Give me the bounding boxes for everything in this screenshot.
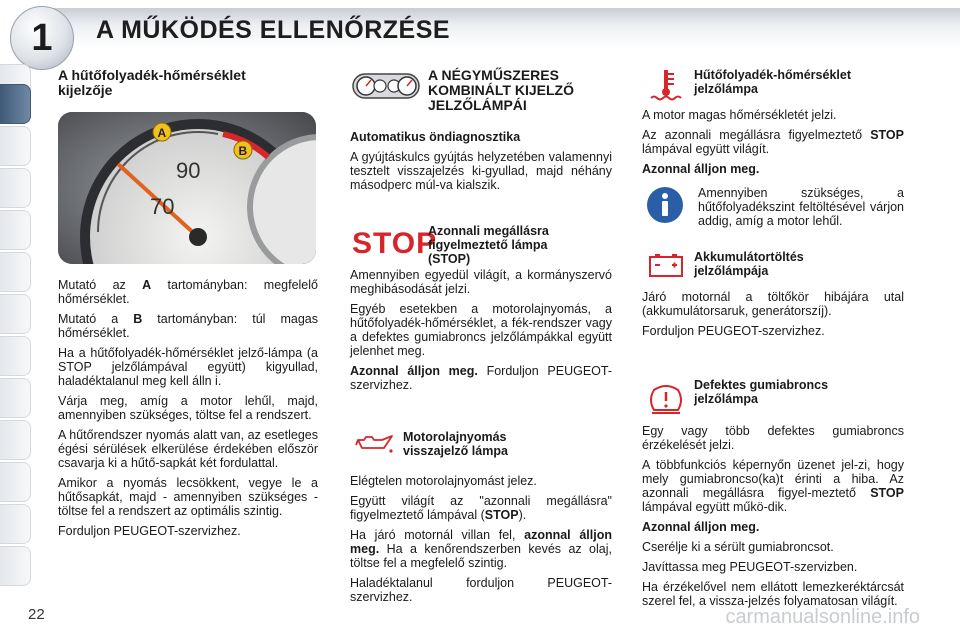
paragraph: Járó motornál a töltőkör hibájára utal (akkumulátorsaruk, generátorszíj). [642,290,904,318]
paragraph: A hűtőrendszer nyomás alatt van, az esetleges égési sérülések elkerülése érdekében először csavarja ki a hűtő-sapkát két fordulattal. [58,428,318,470]
instrument-cluster-icon [352,70,420,102]
paragraph: Forduljon PEUGEOT-szervizhez. [642,324,825,338]
paragraph: Egyéb esetekben a motorolajnyomás, a hűtőfolyadék-hőmérséklet, a fék-rendszer vagy a defektes gumiabroncs jelzőlámpákkal együtt jelenhet meg. [350,302,612,358]
oil-can-icon [354,432,394,454]
paragraph: Amennyiben szükséges, a hűtőfolyadékszint feltöltésével várjon addig, amíg a motor lehűl. [698,186,904,228]
oil-section-title: Motorolajnyomás visszajelző lámpa [403,430,508,458]
chapter-tab[interactable] [0,546,31,586]
chapter-number-badge: 1 [10,6,74,70]
paragraph: Elégtelen motorolajnyomást jelez. [350,474,537,488]
chapter-tab[interactable] [0,378,31,418]
tyre-lamp-title: Defektes gumiabroncs jelzőlámpa [694,378,829,406]
oil-section-text [350,474,612,610]
paragraph: Amikor a nyomás lecsökkent, vegye le a hűtősapkát, majd - amennyiben szükséges - töltse fel a rendszert az optimális szintig. [58,476,318,518]
info-note [698,186,904,234]
coolant-gauge-photo [58,112,316,264]
chapter-tab[interactable] [0,210,31,250]
self-diagnosis-section [350,130,612,198]
paragraph: Azonnal álljon meg. [642,162,760,176]
tyre-pressure-icon [646,380,686,418]
gauge-tick-70: 70 [150,194,175,219]
stop-section-text [350,268,612,398]
paragraph: Forduljon PEUGEOT-szervizhez. [58,524,241,538]
chapter-tab[interactable] [0,252,31,292]
chapter-tab[interactable] [0,462,31,502]
info-icon [646,186,684,224]
chapter-tabs [0,64,34,624]
paragraph: Várja meg, amíg a motor lehűl, majd, amennyiben szükséges, töltse fel a rendszert. [58,394,318,422]
paragraph: Ha érzékelővel nem ellátott lemezkeréktárcsát szerel fel, a vissza-jelzés folyamatosan világít. [642,580,904,608]
coolant-lamp-text [642,108,904,182]
paragraph: Ha a hűtőfolyadék-hőmérséklet jelző-lámpa (a STOP jelzőlámpával együtt) kigyullad, haladéktalanul meg kell álln i. [58,346,318,388]
tyre-lamp-text [642,424,904,614]
chapter-tab[interactable] [0,294,31,334]
chapter-tab-active[interactable] [0,84,31,124]
paragraph: A motor magas hőmérsékletét jelzi. [642,108,837,122]
paragraph: Azonnal álljon meg. Forduljon PEUGEOT-szervizhez. [350,364,612,392]
coolant-gauge-text [58,278,318,544]
paragraph: Egy vagy több defektes gumiabroncs érzékelését jelzi. [642,424,904,452]
page-title: A MŰKÖDÉS ELLENŐRZÉSE [96,16,451,44]
chapter-tab[interactable] [0,336,31,376]
gauge-tick-90: 90 [176,158,201,183]
battery-lamp-title: Akkumulátortöltés jelzőlámpája [694,250,804,278]
section-title: A hűtőfolyadék-hőmérséklet kijelzője [58,67,246,98]
chapter-tab[interactable] [0,168,31,208]
paragraph: A gyújtáskulcs gyújtás helyzetében valamennyi tesztelt visszajelzés ki-gyullad, majd néhány másodperc múl-va kialszik. [350,150,612,192]
gauge-label-a: A [157,126,167,140]
paragraph: Haladéktalanul forduljon PEUGEOT-szervizhez. [350,576,612,604]
cluster-section-title: A NÉGYMŰSZERES KOMBINÁLT KIJELZŐ JELZŐLÁMPÁI [428,67,574,113]
stop-section-title: Azonnali megállásra figyelmeztető lámpa (STOP) [428,224,549,266]
page-number: 22 [28,606,45,623]
stop-warning-icon: STOP [352,227,438,260]
battery-icon [648,252,684,278]
text-range-a: Mutató az A tartományban: megfelelő hőmérséklet. [58,278,318,306]
paragraph: Együtt világít az "azonnali megállásra" figyelmeztető lámpával (STOP). [350,494,612,522]
chapter-tab[interactable] [0,126,31,166]
paragraph: Javíttassa meg PEUGEOT-szervizben. [642,560,858,574]
chapter-tab[interactable] [0,504,31,544]
coolant-temperature-icon [648,68,684,104]
watermark: carmanualsonline.info [725,606,920,628]
paragraph: Azonnal álljon meg. [642,520,760,534]
page-header [0,0,960,60]
coolant-gauge-section [58,68,318,98]
self-diagnosis-title: Automatikus öndiagnosztika [350,130,521,144]
battery-lamp-text [642,290,904,344]
coolant-lamp-title: Hűtőfolyadék-hőmérséklet jelzőlámpa [694,68,851,96]
text-range-b: Mutató a B tartományban: túl magas hőmérséklet. [58,312,318,340]
chapter-tab[interactable] [0,420,31,460]
paragraph: A többfunkciós képernyőn üzenet jel-zi, hogy mely gumiabroncso(ka)t érinti a hiba. Az azonnali megállásra figyel-meztető STOP lámpával együtt műkö-dik. [642,458,904,514]
paragraph: Az azonnali megállásra figyelmeztető STOP lámpával együtt világít. [642,128,904,156]
paragraph: Ha járó motornál villan fel, azonnal álljon meg. Ha a kenőrendszerben kevés az olaj, töltse fel a megfelelő szintig. [350,528,612,570]
paragraph: Cserélje ki a sérült gumiabroncsot. [642,540,834,554]
gauge-label-b: B [238,144,248,158]
paragraph: Amennyiben egyedül világít, a kormányszervó meghibásodását jelzi. [350,268,612,296]
